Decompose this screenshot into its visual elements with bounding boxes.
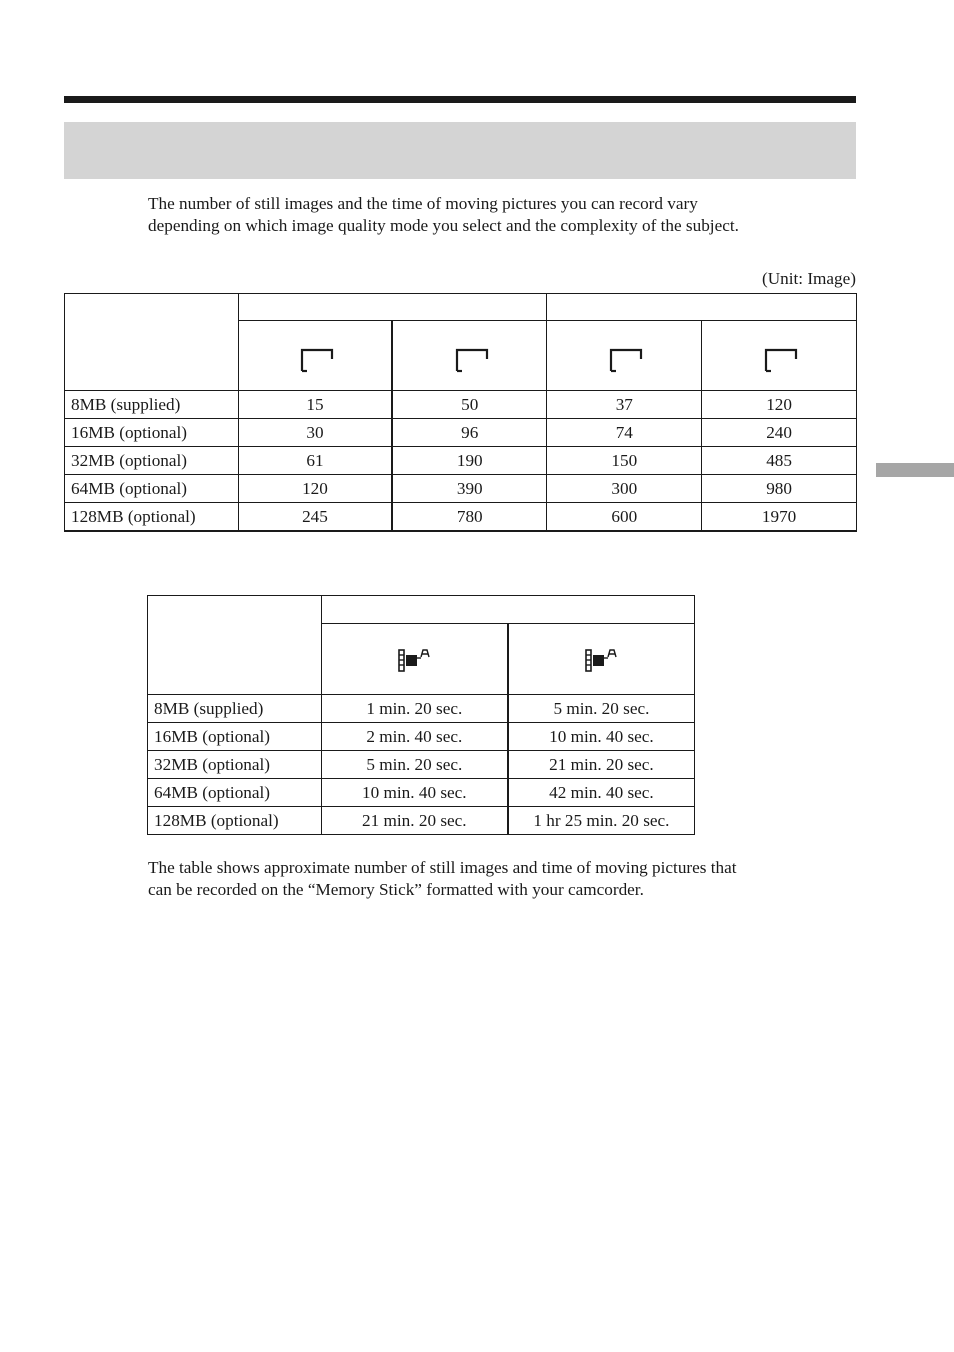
table-header-row: [148, 596, 695, 624]
table-cell: 15: [238, 391, 392, 419]
table-cell: 1 min. 20 sec.: [321, 695, 508, 723]
moving-picture-time-table: [147, 595, 695, 835]
header-icon-cell: [321, 624, 508, 695]
table-cell: 10 min. 40 sec.: [321, 779, 508, 807]
table-row: [65, 447, 857, 475]
top-rule: [64, 96, 856, 103]
table-cell: 190: [392, 447, 547, 475]
intro-paragraph: [148, 193, 848, 237]
image-size-bracket-icon: [609, 347, 639, 369]
table-cell: 5 min. 20 sec.: [508, 695, 695, 723]
table-cell: 37: [547, 391, 702, 419]
table-cell: 1970: [702, 503, 857, 532]
footnote-paragraph: [148, 857, 848, 901]
table-row: [148, 723, 695, 751]
header-icon-cell: [508, 624, 695, 695]
table-cell: 780: [392, 503, 547, 532]
side-section-tab: [876, 463, 954, 477]
movie-mode-icon: [397, 647, 431, 673]
capacity-label: 8MB (supplied): [65, 391, 239, 419]
table-cell: 10 min. 40 sec.: [508, 723, 695, 751]
header-group-cell: [321, 596, 694, 624]
table-cell: 150: [547, 447, 702, 475]
table-cell: 120: [238, 475, 392, 503]
table-row: [148, 695, 695, 723]
header-blank-cell: [65, 294, 239, 391]
header-icon-cell: [238, 321, 392, 391]
image-size-bracket-icon: [764, 347, 794, 369]
table-row: [148, 807, 695, 835]
table-cell: 980: [702, 475, 857, 503]
table-cell: 21 min. 20 sec.: [321, 807, 508, 835]
table-cell: 96: [392, 419, 547, 447]
table-row: [65, 503, 857, 532]
table-row: [65, 391, 857, 419]
capacity-label: 128MB (optional): [148, 807, 322, 835]
table-cell: 5 min. 20 sec.: [321, 751, 508, 779]
intro-line-1: The number of still images and the time of moving pictures you can record vary: [148, 194, 698, 213]
header-group-cell: [547, 294, 857, 321]
capacity-label: 32MB (optional): [65, 447, 239, 475]
table-cell: 50: [392, 391, 547, 419]
table-row: [65, 419, 857, 447]
capacity-label: 64MB (optional): [148, 779, 322, 807]
section-title-band: [64, 122, 856, 179]
capacity-label: 64MB (optional): [65, 475, 239, 503]
capacity-label: 128MB (optional): [65, 503, 239, 532]
image-size-bracket-icon: [455, 347, 485, 369]
table-cell: 21 min. 20 sec.: [508, 751, 695, 779]
footnote-line-1: The table shows approximate number of still images and time of moving pictures that: [148, 858, 737, 877]
footnote-line-2: can be recorded on the “Memory Stick” formatted with your camcorder.: [148, 880, 644, 899]
table-cell: 2 min. 40 sec.: [321, 723, 508, 751]
table-cell: 74: [547, 419, 702, 447]
table-cell: 245: [238, 503, 392, 532]
header-icon-cell: [702, 321, 857, 391]
table-cell: 600: [547, 503, 702, 532]
table-row: [65, 475, 857, 503]
movie-mode-icon: [584, 647, 618, 673]
capacity-label: 16MB (optional): [65, 419, 239, 447]
intro-line-2: depending on which image quality mode you select and the complexity of the subject.: [148, 216, 739, 235]
unit-note: (Unit: Image): [761, 269, 856, 288]
image-size-bracket-icon: [300, 347, 330, 369]
table-row: [148, 779, 695, 807]
table-cell: 42 min. 40 sec.: [508, 779, 695, 807]
table-cell: 485: [702, 447, 857, 475]
table-cell: 240: [702, 419, 857, 447]
header-group-cell: [238, 294, 547, 321]
table-cell: 300: [547, 475, 702, 503]
still-image-capacity-table: [64, 293, 857, 532]
table-header-row: [65, 294, 857, 321]
capacity-label: 8MB (supplied): [148, 695, 322, 723]
table-cell: 1 hr 25 min. 20 sec.: [508, 807, 695, 835]
header-icon-cell: [547, 321, 702, 391]
table-cell: 120: [702, 391, 857, 419]
table-cell: 61: [238, 447, 392, 475]
table-cell: 30: [238, 419, 392, 447]
capacity-label: 32MB (optional): [148, 751, 322, 779]
header-blank-cell: [148, 596, 322, 695]
table-row: [148, 751, 695, 779]
header-icon-cell: [392, 321, 547, 391]
table-cell: 390: [392, 475, 547, 503]
capacity-label: 16MB (optional): [148, 723, 322, 751]
